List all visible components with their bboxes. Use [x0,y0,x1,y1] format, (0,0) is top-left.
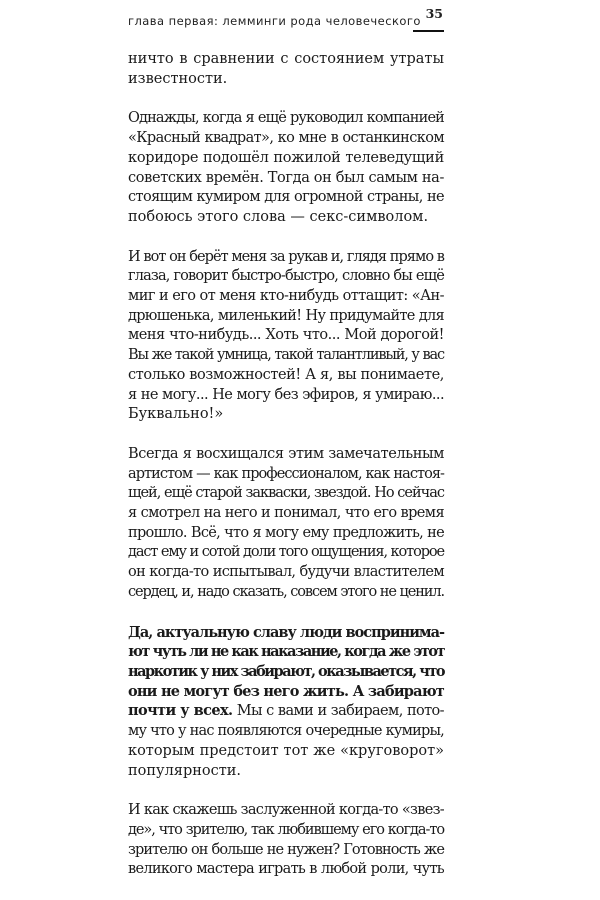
header-rule [413,30,444,32]
text-line: великого мастера играть в любой роли, чуть [128,861,444,878]
text-line: известности. [128,70,228,87]
body-text [128,50,444,900]
paragraph-2 [128,109,444,227]
text-line: артистом — как профессионалом, как настоя- [128,465,444,482]
text-line: меня что-нибудь... Хоть что... Мой дорогой! [128,327,444,344]
text-line: Однажды, когда я ещё руководил компанией [128,110,444,127]
text-line: де», что зрителю, так любившему его когда-то [128,821,444,838]
bold-text-line: они не могут без него жить. А забирают [128,682,444,700]
text-line: И вот он берёт меня за рукав и, глядя прямо в [128,248,444,265]
paragraph-4 [128,445,444,603]
text-line: столько возможностей! А я, вы понимаете, [128,366,444,383]
text-line: стоящим кумиром для огромной страны, не [128,189,444,206]
text-line: Всегда я восхищался этим замечательным [128,445,444,462]
mixed-text-line [128,701,444,722]
text-line: Буквально!» [128,406,224,423]
text-line: я смотрел на него и понимал, что его время [128,505,444,522]
text-line: советских времён. Тогда он был самым на- [128,169,444,186]
paragraph-3 [128,248,444,425]
text-line: даст ему и сотой доли того ощущения, которое [128,544,444,561]
text-line: И как скажешь заслуженной когда-то «звез- [128,802,444,819]
bold-text-line: ют чуть ли не как наказание, когда же этот [128,643,444,661]
text-line: му что у нас появляются очередные кумиры, [128,723,444,740]
text-line: миг и его от меня кто-нибудь оттащит: «Ан- [128,288,444,305]
paragraph-5 [128,623,444,782]
text-line: дрюшенька, миленький! Ну придумайте для [128,307,444,324]
paragraph-1 [128,50,444,89]
bold-text-line: наркотик у них забирают, оказывается, что [128,662,444,680]
text-line: глаза, говорит быстро-быстро, словно бы ещё [128,268,444,285]
text-line: щей, ещё старой закваски, звездой. Но сейчас [128,485,444,502]
text-line: сердец, и, надо сказать, совсем этого не ценил. [128,583,444,600]
text-line: Вы же такой умница, такой талантливый, у вас [128,347,444,364]
text-line: он когда-то испытывал, будучи властителем [128,564,444,581]
bold-fragment: почти у всех. [128,702,233,720]
text-line: популярности. [128,762,242,779]
text-line: побоюсь этого слова — секс-символом. [128,208,429,225]
text-line: «Красный квадрат», ко мне в останкинском [128,130,444,147]
running-head: глава первая: лемминги рода человеческого [128,14,421,28]
text-line: которым предстоит тот же «круговорот» [128,742,444,759]
text-line: зрителю он больше не нужен? Готовность же [128,841,444,858]
normal-fragment: Мы с вами и забираем, пото- [232,703,444,720]
text-line: прошло. Всё, что я могу ему предложить, не [128,524,444,541]
text-line: коридоре подошёл пожилой телеведущий [128,149,444,166]
page-number: 35 [425,6,443,21]
text-line: ничто в сравнении с состоянием утраты [128,51,444,67]
bold-text-line: Да, актуальную славу люди воспринима- [128,623,444,641]
text-line: я не могу... Не могу без эфиров, я умираю... [128,386,444,403]
paragraph-6 [128,801,444,880]
